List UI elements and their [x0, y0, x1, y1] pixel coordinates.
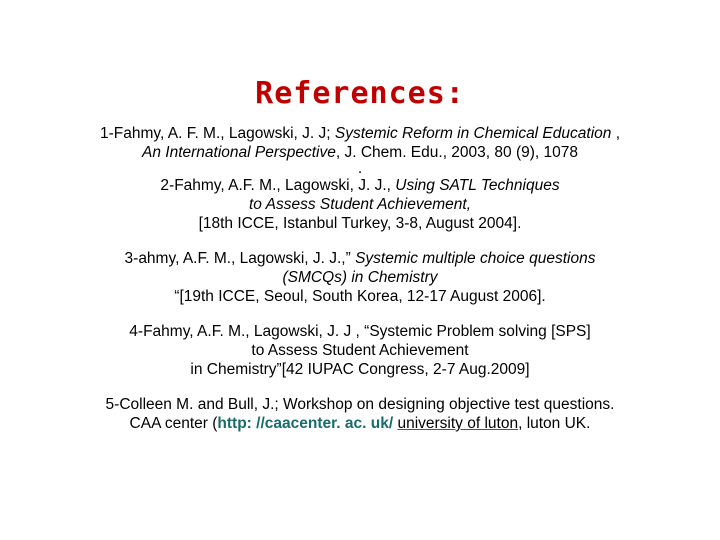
ref5-university-link[interactable]: university of luton	[397, 415, 519, 432]
ref5-url-link[interactable]: http: //caacenter. ac. uk/	[217, 415, 398, 432]
ref5-prefix: CAA center (	[129, 415, 218, 432]
ref3-subtitle: (SMCQs) in Chemistry	[282, 269, 438, 286]
ref3-venue: “[19th ICCE, Seoul, South Korea, 12-17 August 2006].	[174, 288, 546, 305]
ref1-comma: ,	[611, 125, 621, 142]
ref5-line1: 5-Colleen M. and Bull, J.; Workshop on designing objective test questions.	[105, 396, 615, 413]
page-title: References:	[255, 76, 465, 111]
ref5-suffix: , luton UK.	[518, 415, 591, 432]
ref4-line3: in Chemistry”[42 IUPAC Congress, 2-7 Aug.2009]	[190, 361, 530, 378]
ref3-authors: 3-ahmy, A.F. M., Lagowski, J. J.,”	[124, 250, 356, 267]
ref4-line1: 4-Fahmy, A.F. M., Lagowski, J. J , “Systemic Problem solving [SPS]	[129, 323, 591, 340]
ref2-venue: [18th ICCE, Istanbul Turkey, 3-8, August 2004].	[198, 215, 522, 232]
ref2-authors: 2-Fahmy, A.F. M., Lagowski, J. J.,	[160, 177, 396, 194]
reference-2	[30, 176, 690, 233]
ref1-authors: 1-Fahmy, A. F. M., Lagowski, J. J;	[99, 125, 335, 142]
ref2-title: Using SATL Techniques	[395, 177, 560, 194]
ref4-line2: to Assess Student Achievement	[251, 342, 469, 359]
ref1-journal: , J. Chem. Edu., 2003, 80 (9), 1078	[335, 144, 578, 161]
reference-3	[30, 249, 690, 306]
reference-4	[30, 322, 690, 379]
references-list	[30, 124, 690, 433]
ref2-subtitle: to Assess Student Achievement,	[249, 196, 471, 213]
reference-5	[30, 395, 690, 433]
ref1-subtitle: An International Perspective	[142, 144, 336, 161]
ref1-dot: .	[357, 160, 363, 177]
ref3-title: Systemic multiple choice questions	[355, 250, 596, 267]
reference-1	[30, 124, 690, 176]
ref1-title: Systemic Reform in Chemical Education	[334, 125, 612, 142]
